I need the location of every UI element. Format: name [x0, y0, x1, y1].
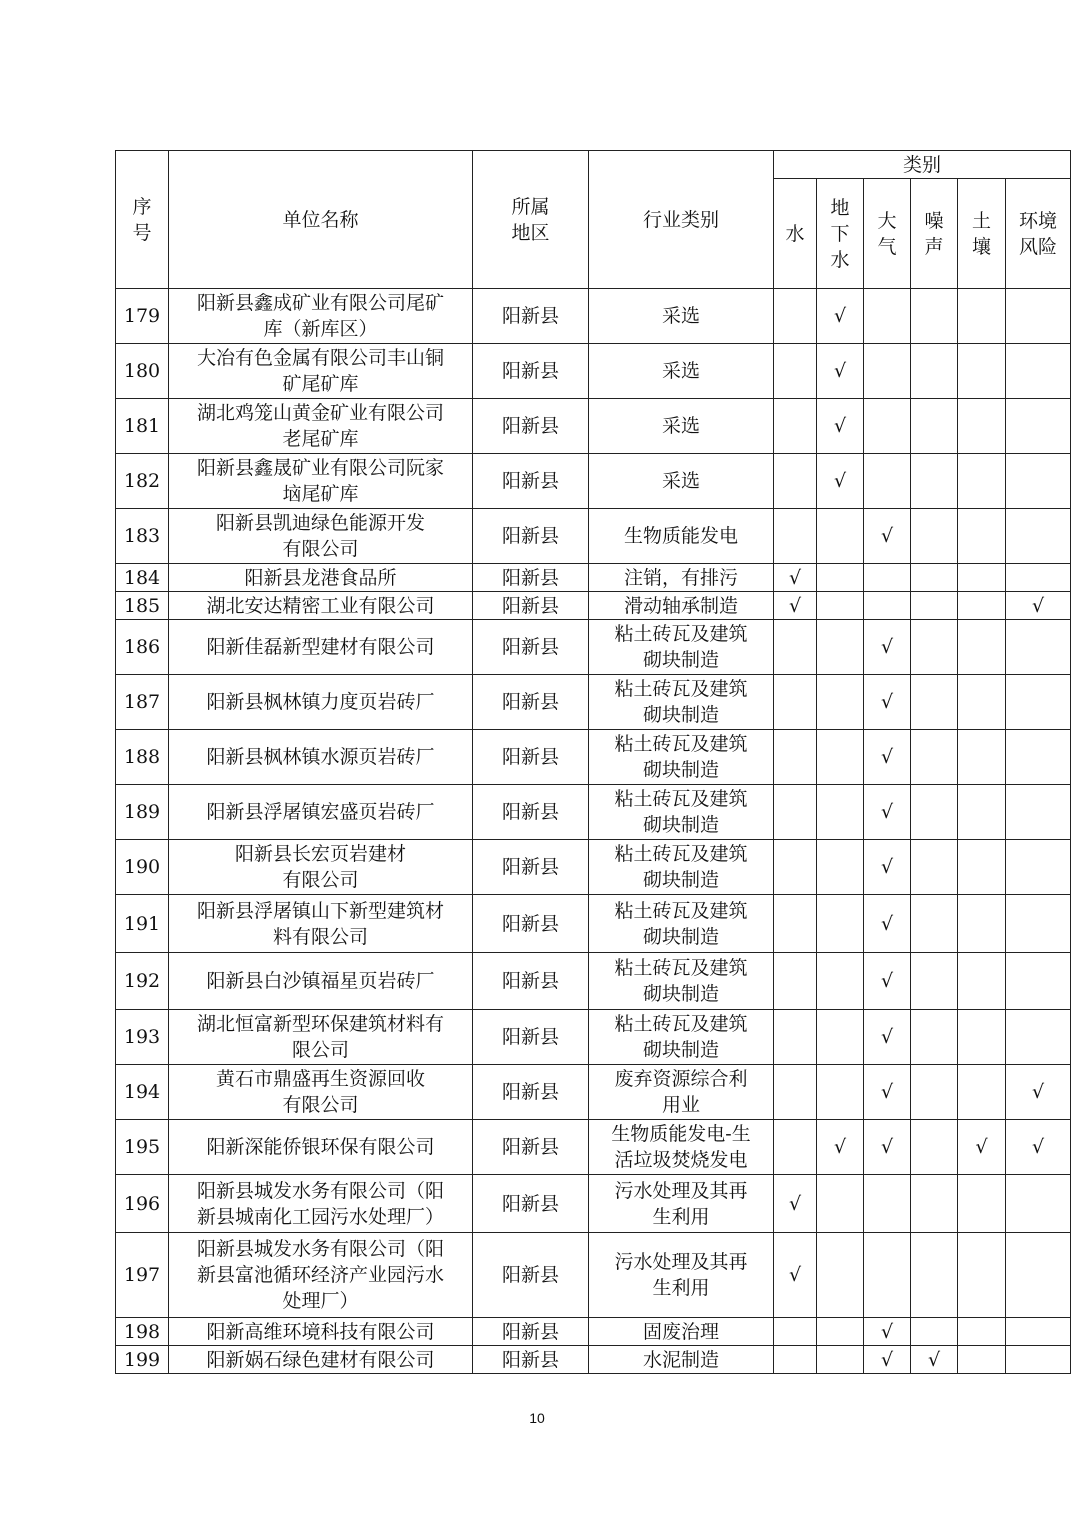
table-row — [116, 399, 1071, 454]
cell-seq: 188 — [116, 730, 169, 785]
table-row — [116, 509, 1071, 564]
check-mark: √ — [1031, 594, 1045, 617]
cell-noise — [911, 895, 958, 953]
header-category: 类别 — [774, 151, 1071, 179]
cell-env-risk — [1006, 1318, 1071, 1346]
cell-groundwater — [817, 564, 864, 592]
cell-env-risk — [1006, 1346, 1071, 1374]
header-groundwater: 地 下 水 — [817, 179, 864, 289]
cell-soil — [958, 953, 1006, 1010]
cell-industry: 采选 — [589, 399, 774, 454]
cell-env-risk — [1006, 730, 1071, 785]
cell-groundwater — [817, 344, 864, 399]
cell-industry: 水泥制造 — [589, 1346, 774, 1374]
cell-seq: 195 — [116, 1120, 169, 1175]
table-row — [116, 1175, 1071, 1233]
check-mark: √ — [880, 1026, 894, 1048]
cell-unit-name: 阳新县浮屠镇宏盛页岩砖厂 — [169, 785, 473, 840]
check-mark: √ — [833, 360, 847, 382]
pollution-unit-table — [115, 150, 1071, 1374]
cell-region: 阳新县 — [473, 1175, 589, 1233]
cell-industry: 粘土砖瓦及建筑 砌块制造 — [589, 730, 774, 785]
cell-industry: 废弃资源综合利 用业 — [589, 1065, 774, 1120]
cell-soil — [958, 1120, 1006, 1175]
cell-air — [864, 1120, 911, 1175]
cell-industry: 污水处理及其再 生利用 — [589, 1233, 774, 1318]
cell-unit-name: 阳新县枫林镇水源页岩砖厂 — [169, 730, 473, 785]
cell-water — [774, 1318, 817, 1346]
cell-industry: 粘土砖瓦及建筑 砌块制造 — [589, 620, 774, 675]
cell-soil — [958, 289, 1006, 344]
cell-groundwater — [817, 840, 864, 895]
cell-region: 阳新县 — [473, 1010, 589, 1065]
table-row — [116, 730, 1071, 785]
cell-soil — [958, 730, 1006, 785]
cell-seq: 189 — [116, 785, 169, 840]
cell-region: 阳新县 — [473, 592, 589, 620]
cell-soil — [958, 1318, 1006, 1346]
header-noise: 噪 声 — [911, 179, 958, 289]
cell-region: 阳新县 — [473, 953, 589, 1010]
cell-noise — [911, 1010, 958, 1065]
cell-region: 阳新县 — [473, 1233, 589, 1318]
cell-water — [774, 895, 817, 953]
check-mark: √ — [880, 856, 894, 878]
header-region: 所属 地区 — [473, 151, 589, 289]
cell-industry: 粘土砖瓦及建筑 砌块制造 — [589, 840, 774, 895]
cell-water — [774, 1065, 817, 1120]
cell-env-risk — [1006, 454, 1071, 509]
cell-env-risk — [1006, 1010, 1071, 1065]
check-mark: √ — [788, 1264, 802, 1286]
cell-industry: 注销，有排污 — [589, 564, 774, 592]
check-mark: √ — [880, 912, 894, 935]
table-row — [116, 344, 1071, 399]
header-soil: 土 壤 — [958, 179, 1006, 289]
cell-unit-name: 阳新佳磊新型建材有限公司 — [169, 620, 473, 675]
cell-air — [864, 1175, 911, 1233]
cell-industry: 采选 — [589, 289, 774, 344]
cell-unit-name: 阳新县鑫晟矿业有限公司阮家 垴尾矿库 — [169, 454, 473, 509]
cell-seq: 183 — [116, 509, 169, 564]
cell-unit-name: 阳新县鑫成矿业有限公司尾矿 库（新库区） — [169, 289, 473, 344]
cell-env-risk — [1006, 1120, 1071, 1175]
cell-groundwater — [817, 592, 864, 620]
cell-air — [864, 454, 911, 509]
cell-env-risk — [1006, 675, 1071, 730]
cell-unit-name: 阳新县长宏页岩建材 有限公司 — [169, 840, 473, 895]
cell-unit-name: 阳新县城发水务有限公司（阳 新县富池循环经济产业园污水 处理厂） — [169, 1233, 473, 1318]
cell-air — [864, 730, 911, 785]
table-row — [116, 564, 1071, 592]
cell-air — [864, 1065, 911, 1120]
page-number: 10 — [529, 1410, 545, 1426]
cell-groundwater — [817, 454, 864, 509]
cell-water — [774, 289, 817, 344]
cell-env-risk — [1006, 564, 1071, 592]
cell-seq: 198 — [116, 1318, 169, 1346]
cell-water — [774, 953, 817, 1010]
table-row — [116, 1065, 1071, 1120]
cell-unit-name: 湖北鸡笼山黄金矿业有限公司 老尾矿库 — [169, 399, 473, 454]
cell-water — [774, 1233, 817, 1318]
header-industry: 行业类别 — [589, 151, 774, 289]
cell-noise — [911, 1065, 958, 1120]
cell-seq: 191 — [116, 895, 169, 953]
cell-groundwater — [817, 1065, 864, 1120]
cell-water — [774, 840, 817, 895]
cell-seq: 186 — [116, 620, 169, 675]
cell-air — [864, 564, 911, 592]
cell-seq: 182 — [116, 454, 169, 509]
cell-env-risk — [1006, 592, 1071, 620]
cell-region: 阳新县 — [473, 1346, 589, 1374]
cell-region: 阳新县 — [473, 675, 589, 730]
cell-unit-name: 阳新娲石绿色建材有限公司 — [169, 1346, 473, 1374]
table-row — [116, 1233, 1071, 1318]
cell-groundwater — [817, 1233, 864, 1318]
cell-region: 阳新县 — [473, 1120, 589, 1175]
cell-seq: 185 — [116, 592, 169, 620]
cell-noise — [911, 953, 958, 1010]
cell-noise — [911, 1175, 958, 1233]
cell-water — [774, 344, 817, 399]
table-body — [116, 289, 1071, 1374]
cell-noise — [911, 840, 958, 895]
cell-env-risk — [1006, 1175, 1071, 1233]
cell-water — [774, 675, 817, 730]
cell-region: 阳新县 — [473, 620, 589, 675]
cell-air — [864, 1346, 911, 1374]
cell-groundwater — [817, 1318, 864, 1346]
cell-seq: 197 — [116, 1233, 169, 1318]
cell-groundwater — [817, 509, 864, 564]
cell-soil — [958, 1010, 1006, 1065]
cell-industry: 粘土砖瓦及建筑 砌块制造 — [589, 1010, 774, 1065]
cell-air — [864, 785, 911, 840]
table-row — [116, 592, 1071, 620]
cell-industry: 固废治理 — [589, 1318, 774, 1346]
cell-unit-name: 湖北恒富新型环保建筑材料有 限公司 — [169, 1010, 473, 1065]
check-mark: √ — [788, 594, 802, 617]
header-env-risk: 环境 风险 — [1006, 179, 1071, 289]
cell-unit-name: 阳新县白沙镇福星页岩砖厂 — [169, 953, 473, 1010]
cell-region: 阳新县 — [473, 730, 589, 785]
cell-noise — [911, 592, 958, 620]
cell-env-risk — [1006, 509, 1071, 564]
cell-industry: 采选 — [589, 344, 774, 399]
cell-groundwater — [817, 1175, 864, 1233]
cell-groundwater — [817, 1120, 864, 1175]
cell-groundwater — [817, 620, 864, 675]
cell-air — [864, 895, 911, 953]
cell-seq: 194 — [116, 1065, 169, 1120]
header-water: 水 — [774, 179, 817, 289]
check-mark: √ — [833, 415, 847, 437]
check-mark: √ — [880, 1320, 894, 1343]
check-mark: √ — [927, 1348, 941, 1371]
cell-noise — [911, 620, 958, 675]
table-row — [116, 454, 1071, 509]
cell-unit-name: 阳新深能侨银环保有限公司 — [169, 1120, 473, 1175]
cell-region: 阳新县 — [473, 840, 589, 895]
cell-region: 阳新县 — [473, 399, 589, 454]
cell-industry: 生物质能发电 — [589, 509, 774, 564]
cell-industry: 采选 — [589, 454, 774, 509]
cell-seq: 180 — [116, 344, 169, 399]
cell-env-risk — [1006, 1233, 1071, 1318]
check-mark: √ — [880, 970, 894, 992]
cell-industry: 粘土砖瓦及建筑 砌块制造 — [589, 675, 774, 730]
cell-air — [864, 1318, 911, 1346]
cell-air — [864, 1010, 911, 1065]
cell-groundwater — [817, 1346, 864, 1374]
cell-soil — [958, 1346, 1006, 1374]
cell-groundwater — [817, 289, 864, 344]
cell-region: 阳新县 — [473, 454, 589, 509]
table-row — [116, 895, 1071, 953]
cell-water — [774, 620, 817, 675]
check-mark: √ — [833, 305, 847, 327]
check-mark: √ — [1031, 1081, 1045, 1103]
cell-env-risk — [1006, 785, 1071, 840]
header-unit-name: 单位名称 — [169, 151, 473, 289]
cell-soil — [958, 454, 1006, 509]
cell-water — [774, 399, 817, 454]
check-mark: √ — [880, 525, 894, 547]
table-row — [116, 1120, 1071, 1175]
check-mark: √ — [880, 1136, 894, 1158]
cell-unit-name: 阳新县城发水务有限公司（阳 新县城南化工园污水处理厂） — [169, 1175, 473, 1233]
cell-groundwater — [817, 1010, 864, 1065]
cell-region: 阳新县 — [473, 895, 589, 953]
cell-soil — [958, 1065, 1006, 1120]
check-mark: √ — [880, 691, 894, 713]
cell-env-risk — [1006, 840, 1071, 895]
table-row — [116, 289, 1071, 344]
cell-region: 阳新县 — [473, 785, 589, 840]
cell-unit-name: 阳新县凯迪绿色能源开发 有限公司 — [169, 509, 473, 564]
cell-noise — [911, 454, 958, 509]
cell-seq: 187 — [116, 675, 169, 730]
cell-unit-name: 阳新县浮屠镇山下新型建筑材 料有限公司 — [169, 895, 473, 953]
cell-noise — [911, 730, 958, 785]
cell-water — [774, 730, 817, 785]
cell-air — [864, 289, 911, 344]
cell-noise — [911, 344, 958, 399]
cell-air — [864, 592, 911, 620]
cell-unit-name: 黄石市鼎盛再生资源回收 有限公司 — [169, 1065, 473, 1120]
cell-industry: 粘土砖瓦及建筑 砌块制造 — [589, 785, 774, 840]
cell-region: 阳新县 — [473, 509, 589, 564]
table-row — [116, 953, 1071, 1010]
cell-groundwater — [817, 953, 864, 1010]
cell-soil — [958, 344, 1006, 399]
table-row — [116, 840, 1071, 895]
cell-region: 阳新县 — [473, 1318, 589, 1346]
cell-noise — [911, 564, 958, 592]
cell-region: 阳新县 — [473, 289, 589, 344]
check-mark: √ — [833, 1136, 847, 1158]
cell-industry: 滑动轴承制造 — [589, 592, 774, 620]
cell-air — [864, 840, 911, 895]
cell-water — [774, 785, 817, 840]
cell-env-risk — [1006, 620, 1071, 675]
cell-noise — [911, 509, 958, 564]
cell-noise — [911, 289, 958, 344]
cell-water — [774, 1175, 817, 1233]
header-air: 大 气 — [864, 179, 911, 289]
cell-air — [864, 1233, 911, 1318]
cell-water — [774, 1346, 817, 1374]
cell-soil — [958, 620, 1006, 675]
cell-soil — [958, 564, 1006, 592]
check-mark: √ — [788, 1192, 802, 1215]
cell-water — [774, 1010, 817, 1065]
header-seq: 序 号 — [116, 151, 169, 289]
cell-noise — [911, 785, 958, 840]
check-mark: √ — [1031, 1136, 1045, 1158]
cell-soil — [958, 840, 1006, 895]
cell-water — [774, 592, 817, 620]
cell-noise — [911, 675, 958, 730]
cell-groundwater — [817, 730, 864, 785]
cell-seq: 179 — [116, 289, 169, 344]
cell-groundwater — [817, 399, 864, 454]
cell-noise — [911, 399, 958, 454]
cell-soil — [958, 785, 1006, 840]
cell-unit-name: 大冶有色金属有限公司丰山铜 矿尾矿库 — [169, 344, 473, 399]
cell-seq: 190 — [116, 840, 169, 895]
cell-env-risk — [1006, 1065, 1071, 1120]
cell-soil — [958, 675, 1006, 730]
cell-groundwater — [817, 895, 864, 953]
table-row — [116, 620, 1071, 675]
cell-soil — [958, 399, 1006, 454]
cell-seq: 184 — [116, 564, 169, 592]
cell-industry: 粘土砖瓦及建筑 砌块制造 — [589, 895, 774, 953]
cell-region: 阳新县 — [473, 344, 589, 399]
check-mark: √ — [975, 1136, 988, 1158]
cell-water — [774, 509, 817, 564]
cell-env-risk — [1006, 895, 1071, 953]
check-mark: √ — [880, 1348, 894, 1371]
cell-seq: 192 — [116, 953, 169, 1010]
cell-unit-name: 湖北安达精密工业有限公司 — [169, 592, 473, 620]
table-row — [116, 785, 1071, 840]
cell-noise — [911, 1120, 958, 1175]
cell-soil — [958, 1233, 1006, 1318]
cell-unit-name: 阳新县龙港食品所 — [169, 564, 473, 592]
cell-industry: 粘土砖瓦及建筑 砌块制造 — [589, 953, 774, 1010]
cell-seq: 181 — [116, 399, 169, 454]
cell-air — [864, 399, 911, 454]
cell-air — [864, 953, 911, 1010]
cell-air — [864, 509, 911, 564]
check-mark: √ — [833, 470, 847, 492]
cell-noise — [911, 1346, 958, 1374]
cell-air — [864, 675, 911, 730]
cell-industry: 污水处理及其再 生利用 — [589, 1175, 774, 1233]
check-mark: √ — [880, 636, 894, 658]
cell-soil — [958, 1175, 1006, 1233]
table-row — [116, 675, 1071, 730]
cell-air — [864, 344, 911, 399]
cell-water — [774, 1120, 817, 1175]
cell-env-risk — [1006, 289, 1071, 344]
cell-soil — [958, 895, 1006, 953]
check-mark: √ — [880, 801, 894, 823]
cell-noise — [911, 1233, 958, 1318]
check-mark: √ — [880, 746, 894, 768]
table-row — [116, 1346, 1071, 1374]
check-mark: √ — [788, 566, 802, 589]
cell-water — [774, 454, 817, 509]
cell-region: 阳新县 — [473, 564, 589, 592]
cell-soil — [958, 509, 1006, 564]
cell-seq: 196 — [116, 1175, 169, 1233]
cell-groundwater — [817, 675, 864, 730]
check-mark: √ — [880, 1081, 894, 1103]
cell-unit-name: 阳新县枫林镇力度页岩砖厂 — [169, 675, 473, 730]
cell-groundwater — [817, 785, 864, 840]
cell-env-risk — [1006, 399, 1071, 454]
table-row — [116, 1318, 1071, 1346]
cell-water — [774, 564, 817, 592]
cell-industry: 生物质能发电-生 活垃圾焚烧发电 — [589, 1120, 774, 1175]
cell-air — [864, 620, 911, 675]
table-row — [116, 1010, 1071, 1065]
cell-seq: 193 — [116, 1010, 169, 1065]
cell-soil — [958, 592, 1006, 620]
cell-env-risk — [1006, 344, 1071, 399]
cell-unit-name: 阳新高维环境科技有限公司 — [169, 1318, 473, 1346]
cell-seq: 199 — [116, 1346, 169, 1374]
cell-region: 阳新县 — [473, 1065, 589, 1120]
cell-env-risk — [1006, 953, 1071, 1010]
cell-noise — [911, 1318, 958, 1346]
